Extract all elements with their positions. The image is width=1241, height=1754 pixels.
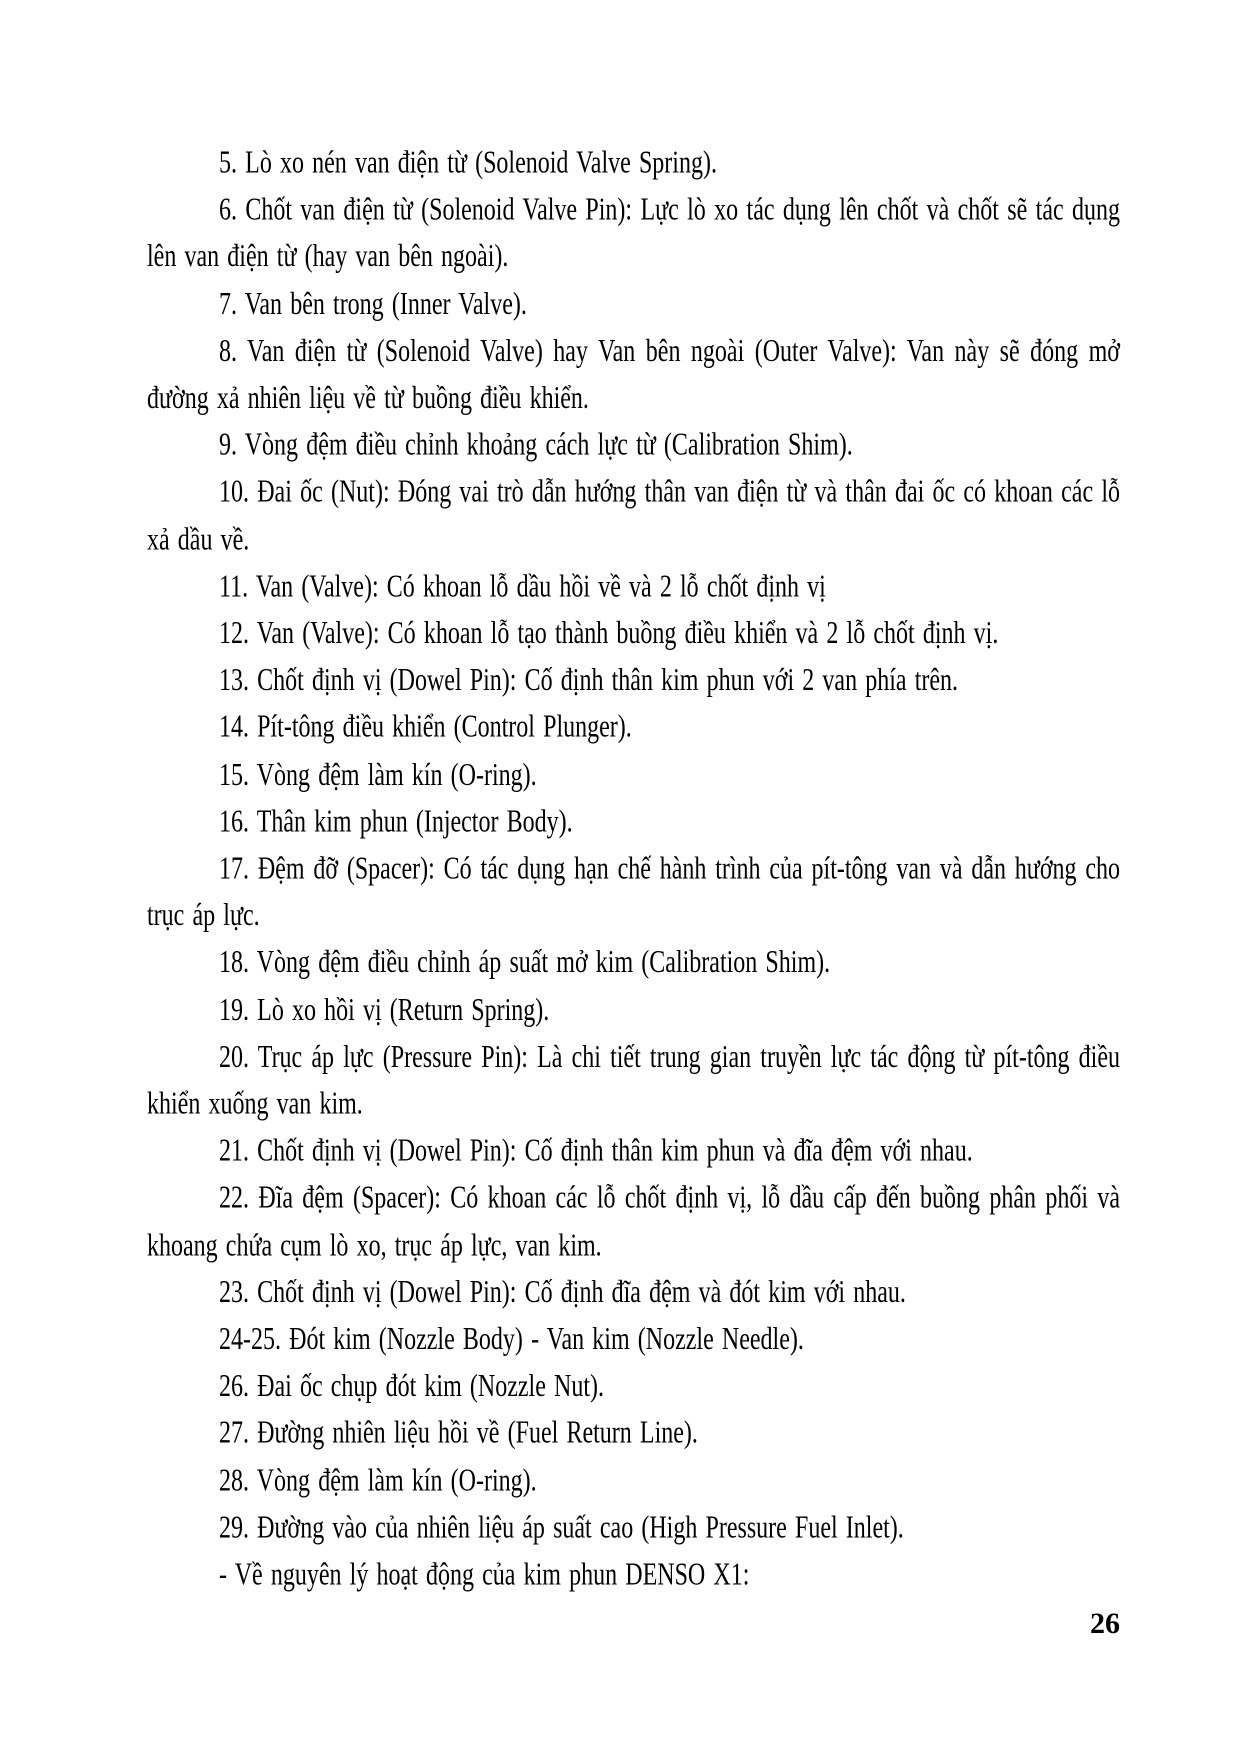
list-item-paragraph: 20. Trục áp lực (Pressure Pin): Là chi tiết trung gian truyền lực tác động từ pít-tông điều khiển xuống van kim. <box>147 1040 1120 1122</box>
list-item-paragraph: 5. Lò xo nén van điện từ (Solenoid Valve Spring). <box>219 146 717 181</box>
list-item-paragraph: 19. Lò xo hồi vị (Return Spring). <box>219 993 550 1028</box>
list-item-paragraph: 16. Thân kim phun (Injector Body). <box>219 805 573 840</box>
document-body <box>147 140 1120 1599</box>
list-item-paragraph: 13. Chốt định vị (Dowel Pin): Cố định thân kim phun với 2 van phía trên. <box>219 664 959 699</box>
list-item-paragraph: 7. Van bên trong (Inner Valve). <box>219 287 527 322</box>
list-item-paragraph: 29. Đường vào của nhiên liệu áp suất cao (High Pressure Fuel Inlet). <box>219 1511 904 1546</box>
list-item-paragraph: 15. Vòng đệm làm kín (O-ring). <box>219 758 537 793</box>
list-item-paragraph: 6. Chốt van điện từ (Solenoid Valve Pin): Lực lò xo tác dụng lên chốt và chốt sẽ tác dụng lên van điện từ (hay van bên ngoài). <box>147 193 1120 275</box>
list-item-paragraph: 22. Đĩa đệm (Spacer): Có khoan các lỗ chốt định vị, lỗ dầu cấp đến buồng phân phối và khoang chứa cụm lò xo, trục áp lực, van kim. <box>147 1181 1120 1263</box>
list-item-paragraph: 12. Van (Valve): Có khoan lỗ tạo thành buồng điều khiển và 2 lỗ chốt định vị. <box>219 617 999 651</box>
list-item-paragraph: 8. Van điện từ (Solenoid Valve) hay Van bên ngoài (Outer Valve): Van này sẽ đóng mở đường xả nhiên liệu về từ buồng điều khiển. <box>147 334 1120 416</box>
list-item-paragraph: 11. Van (Valve): Có khoan lỗ dầu hồi về và 2 lỗ chốt định vị <box>219 570 826 604</box>
list-item-paragraph: 17. Đệm đỡ (Spacer): Có tác dụng hạn chế hành trình của pít-tông van và dẫn hướng cho trục áp lực. <box>147 852 1120 934</box>
list-item-paragraph: 9. Vòng đệm điều chỉnh khoảng cách lực từ (Calibration Shim). <box>219 428 853 463</box>
list-item-paragraph: 27. Đường nhiên liệu hồi về (Fuel Return Line). <box>219 1417 698 1452</box>
list-item-paragraph: 10. Đai ốc (Nut): Đóng vai trò dẫn hướng thân van điện từ và thân đai ốc có khoan các lỗ xả dầu về. <box>147 475 1120 557</box>
list-item-paragraph: 18. Vòng đệm điều chỉnh áp suất mở kim (Calibration Shim). <box>219 946 831 981</box>
page-number: 26 <box>1090 1607 1120 1640</box>
list-item-paragraph: - Về nguyên lý hoạt động của kim phun DENSO X1: <box>219 1558 750 1593</box>
list-item-paragraph: 21. Chốt định vị (Dowel Pin): Cố định thân kim phun và đĩa đệm với nhau. <box>219 1134 973 1169</box>
list-item-paragraph: 23. Chốt định vị (Dowel Pin): Cố định đĩa đệm và đót kim với nhau. <box>219 1276 906 1310</box>
list-item-paragraph: 26. Đai ốc chụp đót kim (Nozzle Nut). <box>219 1370 605 1404</box>
list-item-paragraph: 14. Pít-tông điều khiển (Control Plunger). <box>219 711 632 746</box>
list-item-paragraph: 24-25. Đót kim (Nozzle Body) - Van kim (Nozzle Needle). <box>219 1323 804 1357</box>
list-item-paragraph: 28. Vòng đệm làm kín (O-ring). <box>219 1464 537 1499</box>
